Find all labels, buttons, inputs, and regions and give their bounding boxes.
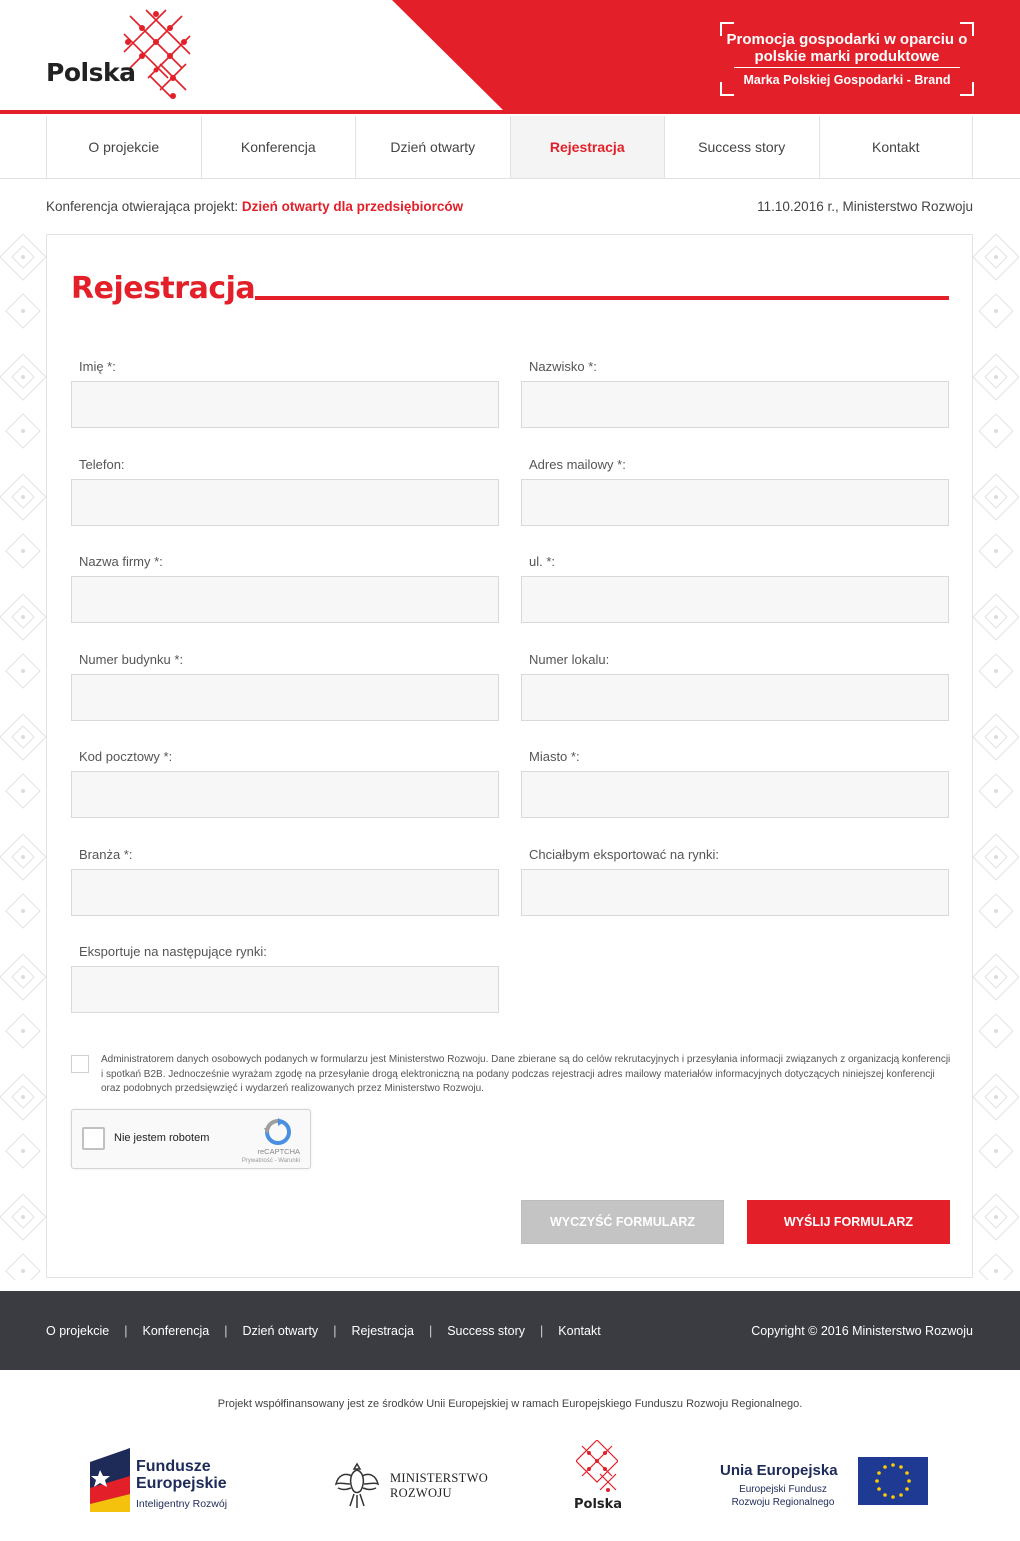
field-imie bbox=[71, 359, 499, 381]
nav-item-dzien-otwarty[interactable]: Dzień otwarty bbox=[355, 116, 510, 178]
nav-item-o-projekcie[interactable]: O projekcie bbox=[46, 116, 201, 178]
tagline-divider bbox=[734, 67, 960, 68]
branza-input[interactable] bbox=[72, 870, 498, 915]
fe-subtitle: Inteligentny Rozwój bbox=[136, 1498, 228, 1510]
email-input[interactable] bbox=[522, 480, 948, 525]
polska-logo-pattern-icon bbox=[120, 6, 192, 104]
footer-nav bbox=[46, 1324, 601, 1338]
footer-link-success-story[interactable]: Success story bbox=[447, 1324, 526, 1338]
footer-separator: | bbox=[124, 1324, 128, 1338]
field-nazwa-firmy-label: Nazwa firmy *: bbox=[79, 554, 163, 569]
nav-item-success-story[interactable]: Success story bbox=[664, 116, 819, 178]
ue-title: Unia Europejska bbox=[720, 1462, 838, 1479]
polska-footer-logo[interactable] bbox=[560, 1436, 640, 1524]
registration-form-card bbox=[46, 234, 973, 1278]
nazwisko-input[interactable] bbox=[522, 382, 948, 427]
kod-pocztowy-input[interactable] bbox=[72, 772, 498, 817]
telefon-input[interactable] bbox=[72, 480, 498, 525]
nav-item-rejestracja[interactable]: Rejestracja bbox=[510, 116, 665, 178]
recaptcha-widget bbox=[71, 1109, 311, 1169]
polska-small-pattern-icon bbox=[576, 1440, 618, 1498]
numer-lokalu-input[interactable] bbox=[522, 675, 948, 720]
fundusze-europejskie-logo[interactable] bbox=[82, 1438, 254, 1528]
eagle-emblem-icon bbox=[334, 1460, 380, 1510]
page-title: Rejestracja bbox=[71, 271, 256, 306]
imie-input[interactable] bbox=[72, 382, 498, 427]
cofunding-note: Projekt współfinansowany jest ze środków Unii Europejskiej w ramach Europejskiego Funduszu Rozwoju Regionalnego. bbox=[217, 1398, 803, 1410]
footer-separator: | bbox=[224, 1324, 228, 1338]
recaptcha-brand: reCAPTCHA bbox=[257, 1147, 300, 1156]
fundusze-europejskie-icon bbox=[90, 1448, 130, 1512]
tagline-sub: Marka Polskiej Gospodarki - Brand bbox=[743, 73, 951, 87]
unia-europejska-logo[interactable] bbox=[700, 1438, 940, 1528]
field-miasto bbox=[521, 749, 949, 771]
field-email bbox=[521, 457, 949, 479]
eu-flag-icon bbox=[858, 1457, 928, 1505]
title-underline bbox=[255, 296, 949, 300]
event-prefix: Konferencja otwierająca projekt: bbox=[46, 199, 239, 214]
field-imie-label: Imię *: bbox=[79, 359, 116, 374]
field-email-label: Adres mailowy *: bbox=[529, 457, 626, 472]
polska-logo[interactable] bbox=[44, 6, 194, 106]
footer-separator: | bbox=[333, 1324, 337, 1338]
eksport-chcialbym-input[interactable] bbox=[522, 870, 948, 915]
field-eksport-chcialbym-label: Chciałbym eksportować na rynki: bbox=[529, 847, 720, 862]
field-eksport-obecny-label: Eksportuje na następujące rynki: bbox=[79, 944, 267, 959]
numer-budynku-input[interactable] bbox=[72, 675, 498, 720]
ulica-input[interactable] bbox=[522, 577, 948, 622]
field-branza-label: Branża *: bbox=[79, 847, 133, 862]
nav-item-konferencja[interactable]: Konferencja bbox=[201, 116, 356, 178]
recaptcha-checkbox[interactable] bbox=[82, 1127, 105, 1150]
logo-text: Polska bbox=[46, 58, 136, 87]
field-numer-lokalu bbox=[521, 652, 949, 674]
field-eksport-obecny bbox=[71, 944, 499, 966]
field-nazwisko-label: Nazwisko *: bbox=[529, 359, 597, 374]
footer-separator: | bbox=[428, 1324, 433, 1338]
event-link[interactable]: Dzień otwarty dla przedsiębiorców bbox=[241, 199, 464, 214]
eksport-obecny-input[interactable] bbox=[72, 967, 498, 1012]
tagline-main: Promocja gospodarki w oparciu o polskie marki produktowe bbox=[726, 31, 968, 65]
copyright: Copyright © 2016 Ministerstwo Rozwoju bbox=[751, 1324, 973, 1338]
field-eksport-chcialbym bbox=[521, 847, 949, 869]
recaptcha-links[interactable]: Prywatność - Warunki bbox=[241, 1158, 300, 1164]
event-info-bar bbox=[46, 199, 973, 214]
field-telefon bbox=[71, 457, 499, 479]
consent-text: Administratorem danych osobowych podanych w formularzu jest Ministerstwo Rozwoju. Dane zbierane są do celów rekrutacyjnych i przesyłania informacji związanych z organizacją konferencji i spotkań B2B. Jednocześnie wyrażam zgodę na przesyłanie drogą elektroniczną na podany podczas rejestracji adres mailowy materiałów informacyjnych dotyczących niniejszej konferencji oraz podobnych przedsięwzięć i wydarzeń realizowanych przez Ministerstwo Rozwoju. bbox=[101, 1054, 951, 1094]
field-nazwa-firmy bbox=[71, 554, 499, 576]
ue-subtitle: Europejski Fundusz Rozwoju Regionalnego bbox=[731, 1484, 835, 1508]
field-nazwisko bbox=[521, 359, 949, 381]
field-branza bbox=[71, 847, 499, 869]
field-kod-pocztowy bbox=[71, 749, 499, 771]
field-miasto-label: Miasto *: bbox=[529, 749, 580, 764]
footer-link-konferencja[interactable]: Konferencja bbox=[142, 1324, 210, 1338]
mr-title: MINISTERSTWO ROZWOJU bbox=[390, 1471, 489, 1500]
polska-footer-text: Polska bbox=[574, 1497, 623, 1512]
recaptcha-icon bbox=[262, 1118, 294, 1146]
nav-item-kontakt[interactable]: Kontakt bbox=[819, 116, 974, 178]
footer-link-o-projekcie[interactable]: O projekcie bbox=[46, 1324, 110, 1338]
field-kod-pocztowy-label: Kod pocztowy *: bbox=[79, 749, 173, 764]
main-nav bbox=[0, 116, 1020, 179]
fe-title: Fundusze Europejskie bbox=[136, 1458, 227, 1492]
field-numer-budynku bbox=[71, 652, 499, 674]
footer-separator: | bbox=[540, 1324, 544, 1338]
clear-form-button[interactable]: WYCZYŚĆ FORMULARZ bbox=[521, 1200, 724, 1244]
field-ulica bbox=[521, 554, 949, 576]
nazwa-firmy-input[interactable] bbox=[72, 577, 498, 622]
field-telefon-label: Telefon: bbox=[79, 457, 125, 472]
footer-link-rejestracja[interactable]: Rejestracja bbox=[351, 1324, 414, 1338]
partner-logos bbox=[0, 1432, 1020, 1532]
field-ulica-label: ul. *: bbox=[529, 554, 556, 569]
site-header bbox=[0, 0, 1020, 116]
consent-checkbox[interactable] bbox=[71, 1055, 89, 1073]
recaptcha-label: Nie jestem robotem bbox=[114, 1132, 210, 1144]
footer-link-kontakt[interactable]: Kontakt bbox=[558, 1324, 601, 1338]
footer-link-dzien-otwarty[interactable]: Dzień otwarty bbox=[242, 1324, 319, 1338]
event-date-place: 11.10.2016 r., Ministerstwo Rozwoju bbox=[757, 199, 973, 214]
miasto-input[interactable] bbox=[522, 772, 948, 817]
decorative-pattern-right bbox=[973, 234, 1019, 1280]
send-form-button[interactable]: WYŚLIJ FORMULARZ bbox=[747, 1200, 950, 1244]
ministerstwo-rozwoju-logo[interactable] bbox=[324, 1438, 504, 1528]
site-footer bbox=[0, 1291, 1020, 1370]
field-numer-budynku-label: Numer budynku *: bbox=[79, 652, 184, 667]
decorative-pattern-left bbox=[0, 234, 46, 1280]
header-tagline bbox=[720, 22, 974, 96]
field-numer-lokalu-label: Numer lokalu: bbox=[529, 652, 610, 667]
